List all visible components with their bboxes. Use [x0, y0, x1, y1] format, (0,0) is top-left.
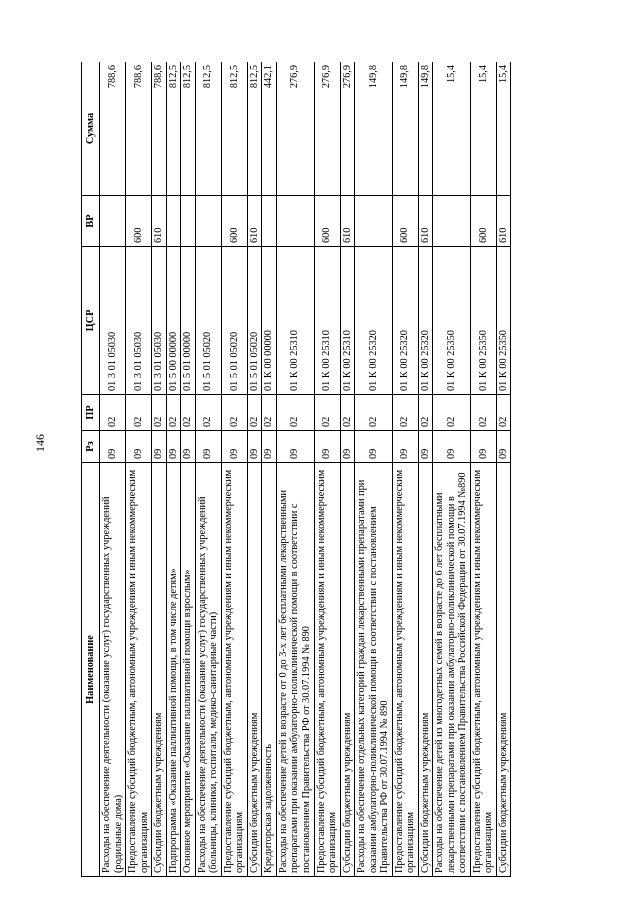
cell-csr: 01 5 01 05020	[195, 247, 221, 395]
cell-sum: 788,6	[126, 62, 152, 196]
cell-name: Предоставление субсидий бюджетным, автономным учреждениям и иным некоммерческим организациям	[470, 463, 496, 877]
cell-sum: 788,6	[100, 62, 126, 196]
cell-sum: 149,8	[355, 62, 393, 196]
cell-pr: 02	[355, 395, 393, 431]
cell-csr: 01 5 00 00000	[166, 247, 181, 395]
table-row	[181, 62, 196, 877]
cell-sum: 788,6	[152, 62, 167, 196]
cell-sum: 442,1	[262, 62, 277, 196]
cell-vr: 600	[470, 196, 496, 247]
cell-sum: 149,8	[392, 62, 418, 196]
table-header-row	[82, 62, 100, 877]
cell-vr	[195, 196, 221, 247]
cell-pr: 02	[470, 395, 496, 431]
cell-rz: 09	[195, 431, 221, 463]
cell-sum: 812,5	[221, 62, 247, 196]
header-rz: Рз	[82, 431, 100, 463]
cell-csr: 01 К 00 25350	[496, 247, 511, 395]
cell-rz: 09	[276, 431, 314, 463]
cell-vr: 610	[418, 196, 433, 247]
cell-csr: 01 3 01 05030	[152, 247, 167, 395]
table-row	[262, 62, 277, 877]
cell-vr	[276, 196, 314, 247]
cell-pr: 02	[126, 395, 152, 431]
table-row	[433, 62, 471, 877]
cell-pr: 02	[100, 395, 126, 431]
cell-rz: 09	[418, 431, 433, 463]
cell-name: Субсидии бюджетным учреждениям	[340, 463, 355, 877]
table-row	[340, 62, 355, 877]
cell-rz: 09	[181, 431, 196, 463]
table-row	[496, 62, 511, 877]
table-row	[126, 62, 152, 877]
page-content	[81, 62, 614, 877]
table-row	[247, 62, 262, 877]
cell-csr: 01 К 00 25310	[340, 247, 355, 395]
cell-csr: 01 К 00 25350	[470, 247, 496, 395]
cell-pr: 02	[262, 395, 277, 431]
cell-csr: 01 К 00 25320	[418, 247, 433, 395]
cell-rz: 09	[126, 431, 152, 463]
cell-sum: 15,4	[496, 62, 511, 196]
cell-name: Подпрограмма «Оказание паллиативной помощи, в том числе детям»	[166, 463, 181, 877]
table-row	[355, 62, 393, 877]
cell-vr: 610	[152, 196, 167, 247]
cell-csr: 01 5 01 05020	[221, 247, 247, 395]
cell-rz: 09	[433, 431, 471, 463]
cell-sum: 812,5	[181, 62, 196, 196]
cell-vr: 600	[392, 196, 418, 247]
cell-name: Основное мероприятие «Оказание паллиативной помощи взрослым»	[181, 463, 196, 877]
page-number: 146	[33, 434, 47, 452]
cell-vr: 600	[314, 196, 340, 247]
cell-name: Предоставление субсидий бюджетным, автономным учреждениям и иным некоммерческим организациям	[392, 463, 418, 877]
cell-rz: 09	[247, 431, 262, 463]
cell-sum: 812,5	[166, 62, 181, 196]
budget-table	[81, 62, 511, 877]
cell-pr: 02	[221, 395, 247, 431]
cell-vr	[166, 196, 181, 247]
cell-name: Субсидии бюджетным учреждениям	[247, 463, 262, 877]
table-row	[314, 62, 340, 877]
cell-pr: 02	[152, 395, 167, 431]
cell-vr: 600	[126, 196, 152, 247]
cell-name: Расходы на обеспечение деятельности (оказание услуг) государственных учреждений (родильные дома)	[100, 463, 126, 877]
cell-sum: 812,5	[195, 62, 221, 196]
table-row	[152, 62, 167, 877]
cell-pr: 02	[166, 395, 181, 431]
table-row	[392, 62, 418, 877]
cell-pr: 02	[195, 395, 221, 431]
table-row	[418, 62, 433, 877]
cell-csr: 01 К 00 00000	[262, 247, 277, 395]
cell-rz: 09	[470, 431, 496, 463]
cell-rz: 09	[221, 431, 247, 463]
table-body	[100, 62, 511, 877]
cell-vr: 610	[340, 196, 355, 247]
cell-pr: 02	[418, 395, 433, 431]
table-row	[195, 62, 221, 877]
cell-name: Субсидии бюджетным учреждениям	[496, 463, 511, 877]
cell-name: Расходы на обеспечение деятельности (оказание услуг) государственных учреждений (больницы, клиники, госпитали, медико-санитарные части)	[195, 463, 221, 877]
cell-pr: 02	[433, 395, 471, 431]
cell-rz: 09	[100, 431, 126, 463]
header-name: Наименование	[82, 463, 100, 877]
cell-sum: 15,4	[433, 62, 471, 196]
cell-name: Субсидии бюджетным учреждениям	[418, 463, 433, 877]
header-sum: Сумма	[82, 62, 100, 196]
cell-sum: 149,8	[418, 62, 433, 196]
cell-vr	[355, 196, 393, 247]
header-csr: ЦСР	[82, 247, 100, 395]
cell-name: Предоставление субсидий бюджетным, автономным учреждениям и иным некоммерческим организациям	[221, 463, 247, 877]
cell-name: Кредиторская задолженность	[262, 463, 277, 877]
cell-pr: 02	[314, 395, 340, 431]
table-row	[276, 62, 314, 877]
cell-vr	[181, 196, 196, 247]
cell-csr: 01 5 01 05020	[247, 247, 262, 395]
cell-vr: 610	[496, 196, 511, 247]
cell-name: Субсидии бюджетным учреждениям	[152, 463, 167, 877]
cell-pr: 02	[247, 395, 262, 431]
cell-rz: 09	[355, 431, 393, 463]
cell-rz: 09	[496, 431, 511, 463]
cell-csr: 01 К 00 25320	[392, 247, 418, 395]
cell-csr: 01 3 01 05030	[126, 247, 152, 395]
cell-pr: 02	[276, 395, 314, 431]
cell-vr	[262, 196, 277, 247]
cell-sum: 812,5	[247, 62, 262, 196]
cell-vr: 610	[247, 196, 262, 247]
table-row	[470, 62, 496, 877]
cell-rz: 09	[262, 431, 277, 463]
cell-pr: 02	[496, 395, 511, 431]
header-vr: ВР	[82, 196, 100, 247]
cell-csr: 01 К 00 25310	[314, 247, 340, 395]
cell-rz: 09	[340, 431, 355, 463]
cell-csr: 01 К 00 25320	[355, 247, 393, 395]
table-row	[100, 62, 126, 877]
cell-rz: 09	[314, 431, 340, 463]
cell-rz: 09	[152, 431, 167, 463]
header-pr: ПР	[82, 395, 100, 431]
table-row	[166, 62, 181, 877]
rotated-sheet	[81, 62, 614, 877]
cell-vr: 600	[221, 196, 247, 247]
cell-name: Расходы на обеспечение детей из многодетных семей в возрасте до 6 лет бесплатными лекарственными препаратами при оказании амбулаторно-поликлинической помощи в соответствии с постановлением Правительства Российской Федерации от 30.07.1994 №890	[433, 463, 471, 877]
cell-pr: 02	[392, 395, 418, 431]
cell-name: Предоставление субсидий бюджетным, автономным учреждениям и иным некоммерческим организациям	[314, 463, 340, 877]
cell-name: Расходы на обеспечение отдельных категорий граждан лекарственными препаратами при оказании амбулаторно-поликлинической помощи в соответствии с постановлением Правительства РФ от 30.07.1994 № 890	[355, 463, 393, 877]
cell-sum: 276,9	[276, 62, 314, 196]
cell-rz: 09	[392, 431, 418, 463]
cell-name: Предоставление субсидий бюджетным, автономным учреждениям и иным некоммерческим организациям	[126, 463, 152, 877]
table-row	[221, 62, 247, 877]
cell-sum: 276,9	[340, 62, 355, 196]
cell-sum: 15,4	[470, 62, 496, 196]
cell-rz: 09	[166, 431, 181, 463]
cell-sum: 276,9	[314, 62, 340, 196]
cell-vr	[433, 196, 471, 247]
cell-csr: 01 3 01 05030	[100, 247, 126, 395]
cell-vr	[100, 196, 126, 247]
cell-csr: 01 5 01 00000	[181, 247, 196, 395]
cell-pr: 02	[340, 395, 355, 431]
cell-name: Расходы на обеспечение детей в возрасте от 0 до 3-х лет бесплатными лекарственными препаратами при оказании амбулаторно-поликлинической помощи в соответствии с постановлением Правительства РФ от 30.07.1994 № 890	[276, 463, 314, 877]
cell-csr: 01 К 00 25350	[433, 247, 471, 395]
cell-csr: 01 К 00 25310	[276, 247, 314, 395]
cell-pr: 02	[181, 395, 196, 431]
